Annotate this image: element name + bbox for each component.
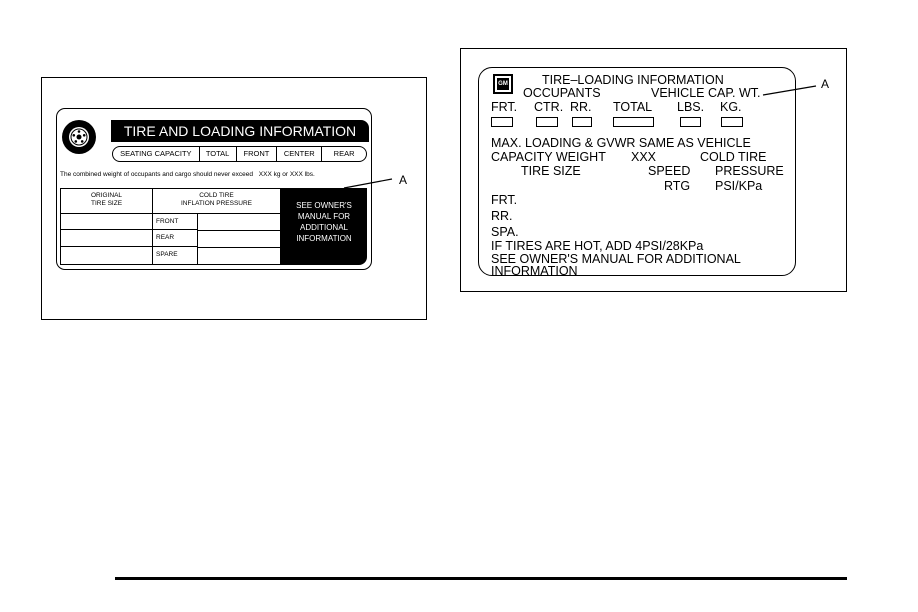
col-frt: FRT. bbox=[491, 100, 518, 114]
ctr-box bbox=[536, 117, 558, 127]
note-line: ADDITIONAL bbox=[299, 223, 348, 232]
note-line: SEE OWNER'S bbox=[296, 201, 352, 210]
placard-title: TIRE–LOADING INFORMATION bbox=[542, 73, 724, 87]
header-line: TIRE SIZE bbox=[90, 200, 123, 207]
spare-row-label: SPARE bbox=[153, 247, 198, 264]
vehicle-cap-label: VEHICLE CAP. WT. bbox=[651, 86, 761, 100]
combined-weight-statement bbox=[60, 171, 315, 178]
speed-label: SPEED bbox=[648, 164, 691, 178]
owners-manual-note bbox=[281, 188, 367, 265]
right-figure-frame bbox=[460, 48, 847, 292]
tire-icon bbox=[61, 119, 97, 155]
col-lbs: LBS. bbox=[677, 100, 705, 114]
rear-label: REAR bbox=[321, 147, 366, 161]
combined-weight-value: XXX kg or XXX lbs. bbox=[258, 171, 315, 178]
callout-letter-a: A bbox=[399, 173, 408, 187]
capacity-weight-value: XXX bbox=[631, 150, 657, 164]
front-label: FRONT bbox=[236, 147, 277, 161]
row-spa: SPA. bbox=[491, 225, 519, 239]
manual-note-line-2: INFORMATION bbox=[491, 264, 578, 278]
callout-leader-line bbox=[342, 173, 402, 193]
occupants-label: OCCUPANTS bbox=[523, 86, 601, 100]
rear-row-label: REAR bbox=[153, 230, 198, 247]
tire-loading-placard bbox=[56, 108, 372, 270]
frt-box bbox=[491, 117, 513, 127]
tire-pressure-table bbox=[60, 188, 281, 265]
cold-tire-pressure-header bbox=[153, 189, 280, 214]
total-box bbox=[613, 117, 654, 127]
note-line: MANUAL FOR bbox=[297, 212, 351, 221]
row-rr: RR. bbox=[491, 209, 513, 223]
cold-tire-label: COLD TIRE bbox=[700, 150, 767, 164]
note-line: INFORMATION bbox=[296, 234, 352, 243]
max-loading-line: MAX. LOADING & GVWR SAME AS VEHICLE bbox=[491, 136, 751, 150]
placard-title: TIRE AND LOADING INFORMATION bbox=[111, 120, 369, 142]
page-bottom-rule bbox=[115, 577, 847, 580]
lbs-box bbox=[680, 117, 701, 127]
col-kg: KG. bbox=[720, 100, 742, 114]
original-tire-size-header bbox=[61, 189, 153, 214]
tire-loading-placard-alt bbox=[478, 67, 796, 276]
seating-capacity-row bbox=[112, 146, 367, 162]
gm-logo-mark: GM bbox=[497, 78, 509, 90]
table-row bbox=[61, 214, 152, 230]
total-label: TOTAL bbox=[199, 147, 236, 161]
center-label: CENTER bbox=[276, 147, 321, 161]
callout-leader-line bbox=[761, 81, 821, 101]
psi-label: PSI/KPa bbox=[715, 179, 763, 193]
capacity-weight-label: CAPACITY WEIGHT bbox=[491, 150, 606, 164]
callout-letter-a: A bbox=[821, 77, 830, 91]
row-divider bbox=[198, 247, 280, 248]
rtg-label: RTG bbox=[664, 179, 691, 193]
pressure-label: PRESSURE bbox=[715, 164, 784, 178]
kg-box bbox=[721, 117, 743, 127]
col-total: TOTAL bbox=[613, 100, 653, 114]
col-ctr: CTR. bbox=[534, 100, 564, 114]
gm-logo bbox=[493, 74, 513, 94]
tire-size-label: TIRE SIZE bbox=[521, 164, 581, 178]
rr-box bbox=[572, 117, 592, 127]
header-line: INFLATION PRESSURE bbox=[180, 200, 253, 207]
col-rr: RR. bbox=[570, 100, 592, 114]
header-line: ORIGINAL bbox=[90, 192, 123, 199]
left-figure-frame bbox=[41, 77, 427, 320]
header-line: COLD TIRE bbox=[199, 192, 234, 199]
table-row bbox=[61, 230, 152, 247]
row-frt: FRT. bbox=[491, 193, 518, 207]
hot-tire-note: IF TIRES ARE HOT, ADD 4PSI/28KPa bbox=[491, 239, 704, 253]
front-row-label: FRONT bbox=[153, 214, 198, 230]
seating-capacity-label: SEATING CAPACITY bbox=[120, 149, 192, 158]
row-divider bbox=[198, 230, 280, 231]
manual-note-line-1: SEE OWNER'S MANUAL FOR ADDITIONAL bbox=[491, 252, 741, 266]
tire-size-column bbox=[61, 214, 153, 264]
combined-weight-text: The combined weight of occupants and cargo should never exceed bbox=[60, 171, 253, 178]
